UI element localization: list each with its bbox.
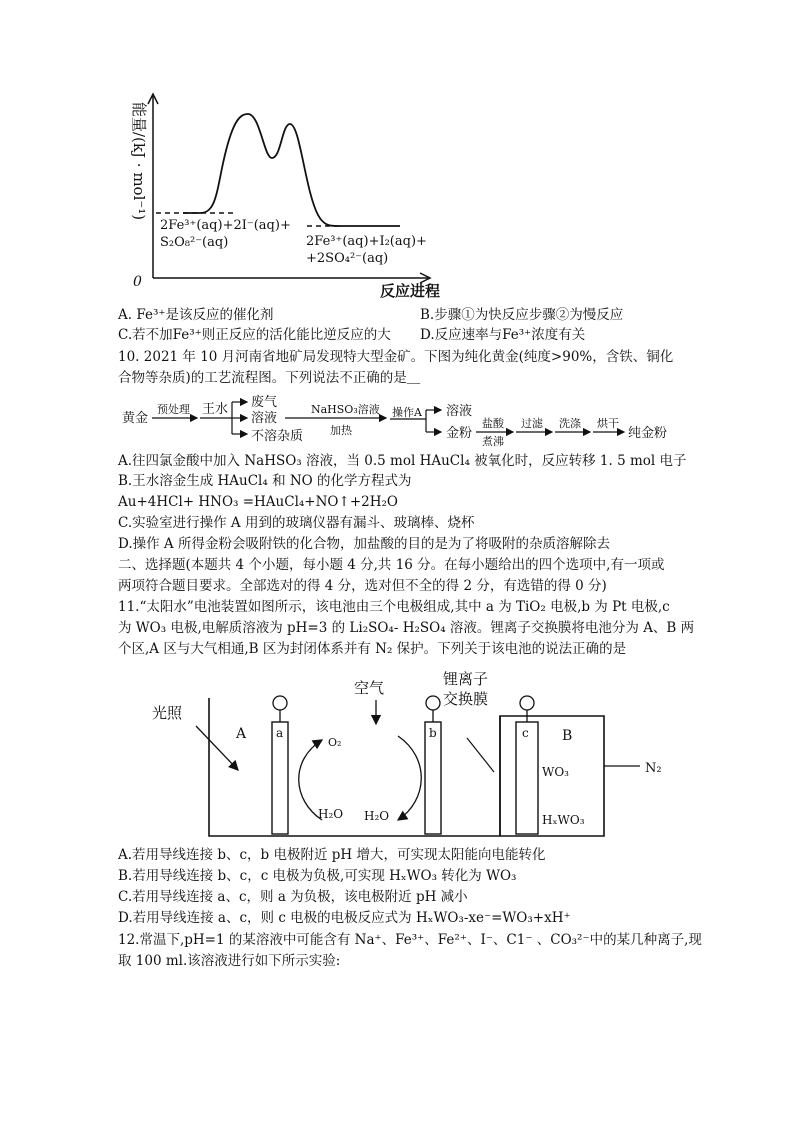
x-axis-label: 反应进程	[380, 282, 441, 300]
q11-stem-line2: 为 WO₃ 电极,电解质溶液为 pH=3 的 Li₂SO₄- H₂SO₄ 溶液。锂离子交换膜将电池分为 A、B 两	[118, 620, 695, 636]
products-label-2: +2SO₄²⁻(aq)	[306, 251, 389, 266]
flow-op-a: 操作A	[392, 406, 422, 419]
q9-option-c: C.若不加Fe³⁺则正反应的活化能比逆反应的大	[118, 327, 391, 343]
flow-step1: 预处理	[157, 403, 190, 416]
section2-line1: 二、选择题(本题共 4 个小题，每小题 4 分,共 16 分。在每小题给出的四个选项中,有一项或	[118, 557, 665, 573]
flow-box1: 王水	[202, 402, 229, 417]
label-h2o-left: H₂O	[318, 807, 344, 821]
flow-hcl-bottom: 煮沸	[482, 435, 504, 448]
q11-option-b: B.若用导线连接 b、c，c 电极为负极,可实现 HₓWO₃ 转化为 WO₃	[118, 868, 517, 884]
reactants-label-1: 2Fe³⁺(aq)+2I⁻(aq)+	[160, 218, 291, 233]
flow-hcl-top: 盐酸	[482, 417, 504, 430]
label-zone-b: B	[562, 728, 573, 744]
label-h2o-right: H₂O	[364, 809, 390, 823]
q10-option-b1: B.王水溶金生成 HAuCl₄ 和 NO 的化学方程式为	[118, 473, 412, 489]
q11-option-c: C.若用导线连接 a、c，则 a 为负极，该电极附近 pH 减小	[118, 889, 468, 905]
flow-reagent-bottom: 加热	[330, 424, 352, 437]
label-n2: N₂	[645, 761, 662, 776]
flow-reagent-top: NaHSO₃溶液	[311, 403, 380, 416]
flow-branch2: 金粉	[446, 426, 473, 441]
q10-option-a: A.往四氯金酸中加入 NaHSO₃ 溶液，当 0.5 mol HAuCl₄ 被氧化时，反应转移 1. 5 mol 电子	[118, 453, 687, 469]
section2-line2: 两项符合题目要求。全部选对的得 4 分，选对但不全的得 2 分，有选错的得 0 分)	[118, 578, 607, 594]
label-electrode-b: b	[429, 726, 437, 740]
flow-out1: 废气	[251, 395, 278, 410]
cycle-arrow-right	[398, 736, 421, 820]
q11-stem-line3: 个区,A 区与大气相通,B 区为封闭体系并有 N₂ 保护。下列关于该电池的说法正确的是	[118, 641, 627, 657]
q9-option-d: D.反应速率与Fe³⁺浓度有关	[420, 327, 586, 343]
label-membrane-1: 锂离子	[443, 670, 489, 688]
y-axis-label: 能量/(kJ · mol⁻¹)	[130, 102, 148, 221]
label-membrane-2: 交换膜	[443, 690, 489, 708]
light-arrow	[196, 726, 238, 770]
q12-line1: 12.常温下,pH=1 的某溶液中可能含有 Na⁺、Fe³⁺、Fe²⁺、I⁻、C1⁻ 、CO₃²⁻中的某几种离子,现	[118, 932, 702, 948]
label-electrode-a: a	[276, 726, 284, 740]
q10-option-c: C.实验室进行操作 A 用到的玻璃仪器有漏斗、玻璃棒、烧杯	[118, 515, 475, 531]
q10-stem-line1: 10. 2021 年 10 月河南省地矿局发现特大型金矿。下图为纯化黄金(纯度>90%，含铁、铜化	[118, 349, 674, 365]
flow-out3: 不溶杂质	[251, 429, 304, 444]
terminal-a	[273, 696, 287, 710]
label-electrode-c: c	[522, 726, 529, 740]
q11-stem-line1: 11.“太阳水”电池装置如图所示，该电池由三个电极组成,其中 a 为 TiO₂ 电极,b 为 Pt 电极,c	[118, 599, 670, 615]
q9-option-b: B.步骤①为快反应步骤②为慢反应	[420, 307, 624, 323]
q12-line2: 取 100 ml.该溶液进行如下所示实验:	[118, 953, 341, 969]
origin-label: 0	[133, 274, 142, 290]
label-wo3: WO₃	[542, 765, 569, 779]
flow-start: 黄金	[122, 411, 149, 426]
flow-wash: 洗涤	[559, 417, 581, 430]
flow-branch1: 溶液	[446, 404, 473, 419]
terminal-c	[520, 696, 534, 710]
label-air: 空气	[354, 679, 385, 697]
membrane-pointer	[467, 738, 494, 772]
energy-curve	[183, 114, 400, 226]
reactants-label-2: S₂O₈²⁻(aq)	[160, 235, 229, 250]
q10-stem-line2: 合物等杂质)的工艺流程图。下列说法不正确的是＿	[118, 370, 421, 386]
solar-water-cell-diagram	[0, 660, 794, 850]
flow-end: 纯金粉	[628, 426, 668, 441]
flow-out2: 溶液	[251, 411, 278, 426]
label-o2: O₂	[328, 736, 342, 749]
terminal-b	[426, 696, 440, 710]
q10-option-b2: Au+4HCl+ HNO₃ =HAuCl₄+NO↑+2H₂O	[118, 494, 398, 510]
energy-diagram	[0, 0, 794, 300]
flow-dry: 烘干	[597, 417, 619, 430]
products-label-1: 2Fe³⁺(aq)+I₂(aq)+	[306, 234, 427, 249]
label-light: 光照	[152, 704, 183, 722]
q11-option-a: A.若用导线连接 b、c，b 电极附近 pH 增大，可实现太阳能向电能转化	[118, 847, 546, 863]
q9-option-a: A. Fe³⁺是该反应的催化剂	[118, 307, 274, 323]
q10-option-d: D.操作 A 所得金粉会吸附铁的化合物，加盐酸的目的是为了将吸附的杂质溶解除去	[118, 536, 610, 552]
gold-flowchart	[0, 388, 794, 458]
label-hxwo3: HₓWO₃	[542, 813, 585, 827]
q11-option-d: D.若用导线连接 a、c，则 c 电极的电极反应式为 HₓWO₃-xe⁻=WO₃+xH⁺	[118, 910, 571, 926]
flow-filter: 过滤	[521, 417, 543, 430]
label-zone-a: A	[236, 726, 247, 742]
